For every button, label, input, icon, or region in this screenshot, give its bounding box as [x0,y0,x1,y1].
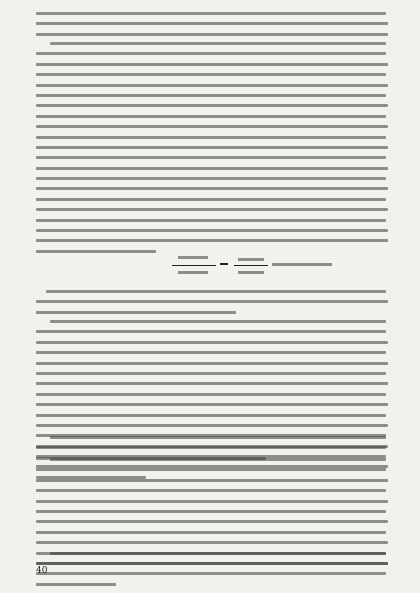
formula-ar-k [150,256,310,282]
page-number: 40 [36,566,48,576]
paragraph-radiocarbon-method [36,552,388,573]
formula-numerator [178,256,208,259]
paragraph-constants [36,290,388,321]
formula-fraction-bar [172,265,216,266]
paragraph-argon-method [36,42,388,260]
formula-rhs-fraction-bar [234,265,268,266]
formula-rhs-denominator [238,271,264,274]
formula-denominator [178,271,208,274]
formula-equals [220,263,228,265]
formula-rhs-numerator [238,258,264,261]
formula-exponential-term [272,263,332,266]
paragraph-continued [36,12,388,43]
